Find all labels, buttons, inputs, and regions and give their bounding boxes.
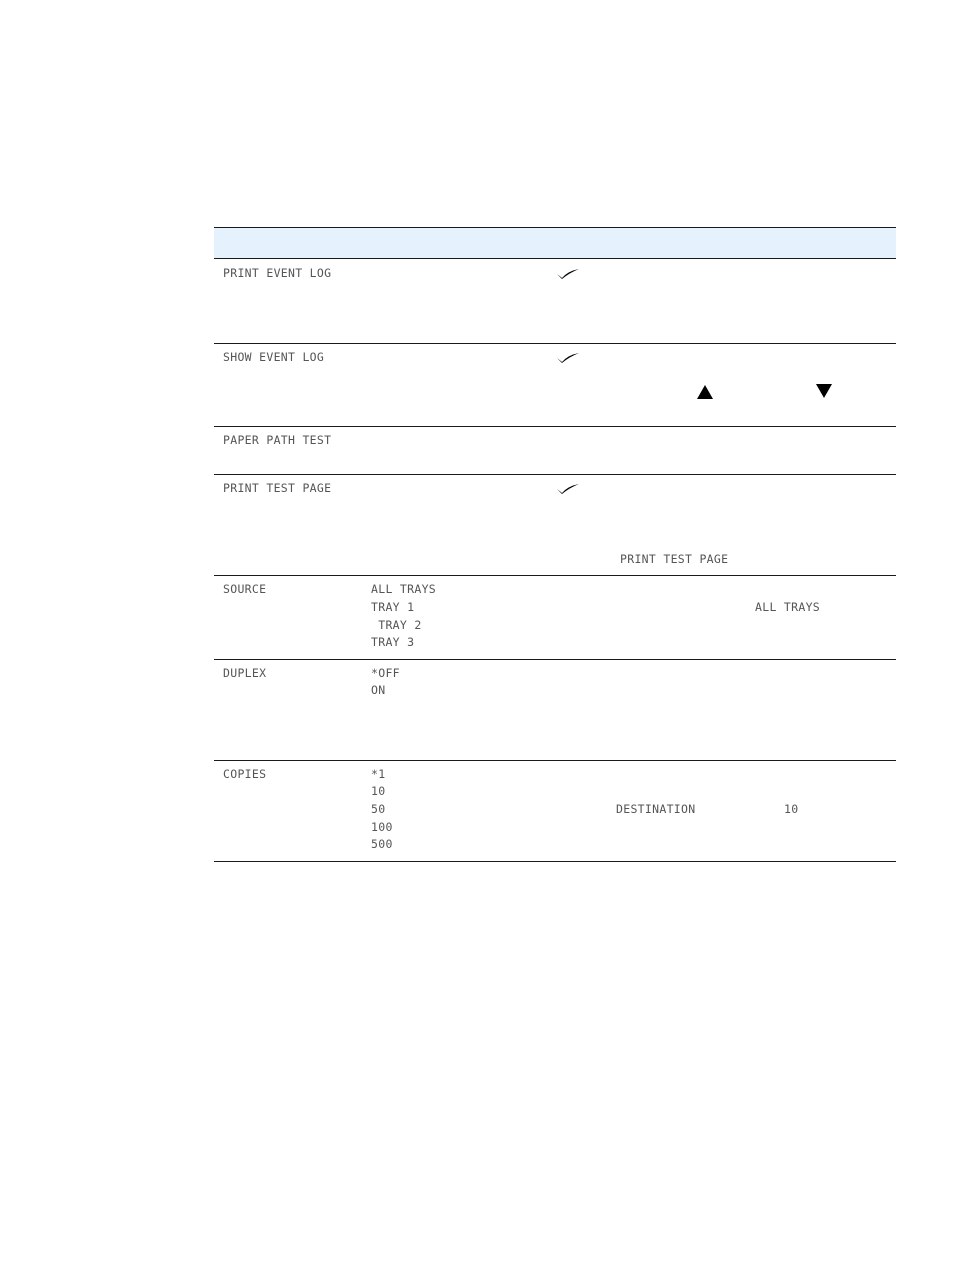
item-show-event-log: SHOW EVENT LOG [223,350,325,364]
row-divider [214,474,896,475]
duplex-value: *OFF [371,666,400,680]
copies-value: 100 [371,820,393,834]
copies-value: 10 [371,784,386,798]
checkmark-icon [556,352,580,364]
source-value: TRAY 2 [371,618,422,632]
row-divider [214,426,896,427]
copies-value: 500 [371,837,393,851]
item-print-test-page: PRINT TEST PAGE [223,481,332,495]
table-header [214,227,896,259]
table-bottom-border [214,861,896,862]
row-divider [214,760,896,761]
row-divider [214,575,896,576]
item-paper-path-test: PAPER PATH TEST [223,433,332,447]
copies-note: DESTINATION [616,802,696,816]
copies-value: *1 [371,767,386,781]
source-value: ALL TRAYS [371,582,437,596]
source-note: ALL TRAYS [755,600,821,614]
copies-value: 50 [371,802,386,816]
item-source: SOURCE [223,582,267,596]
duplex-value: ON [371,683,386,697]
source-value: TRAY 1 [371,600,415,614]
source-value: TRAY 3 [371,635,415,649]
down-arrow-icon [816,384,832,398]
up-arrow-icon [697,385,713,399]
row-divider [214,343,896,344]
checkmark-icon [556,268,580,280]
item-duplex: DUPLEX [223,666,267,680]
item-print-event-log: PRINT EVENT LOG [223,266,332,280]
copies-note-value: 10 [784,802,799,816]
item-copies: COPIES [223,767,267,781]
row-divider [214,659,896,660]
print-test-page-note: PRINT TEST PAGE [620,552,729,566]
checkmark-icon [556,483,580,495]
